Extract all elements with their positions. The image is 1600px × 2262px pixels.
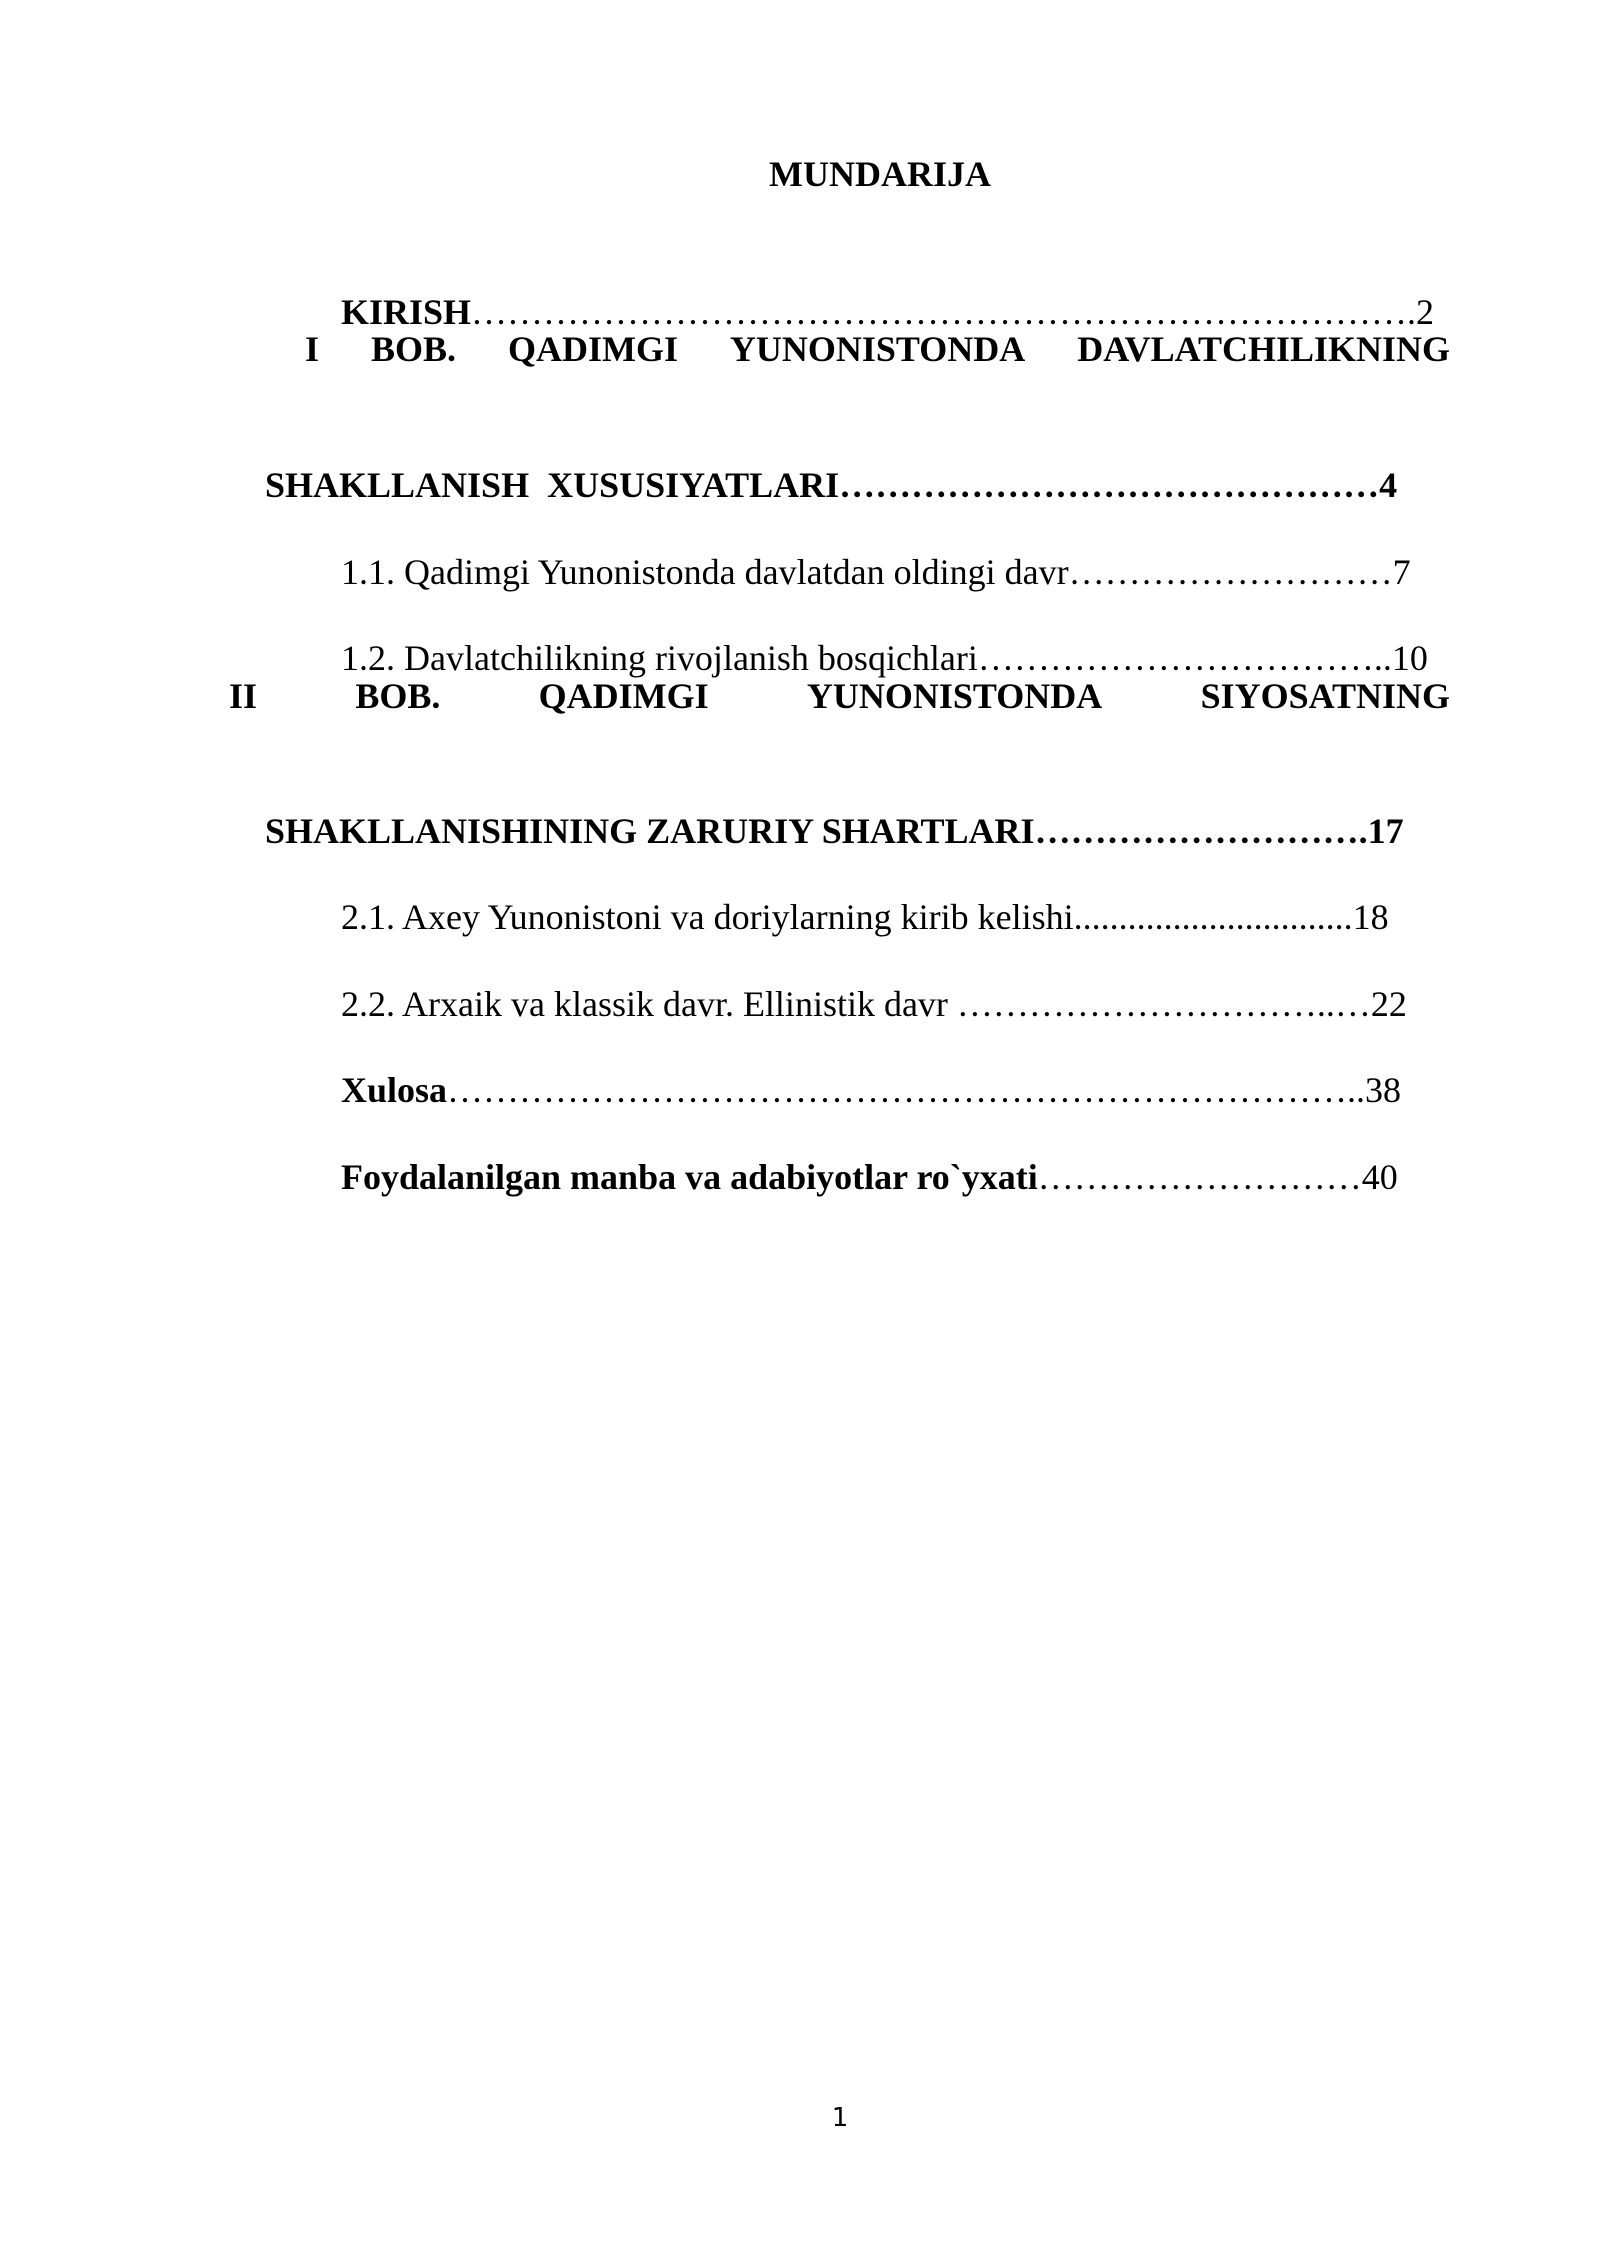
toc-page-number: 17 (1367, 811, 1404, 851)
toc-leader-dots: …………………………..… (956, 984, 1371, 1024)
toc-leader-dots: ……………………… (1068, 552, 1393, 592)
toc-word: DAVLATCHILIKNING (1077, 329, 1450, 369)
toc-entry-label: KIRISH (341, 292, 472, 332)
toc-entry-label: 2.2. Arxaik va klassik davr. Ellinistik davr (341, 984, 957, 1024)
toc-page-number: 7 (1392, 552, 1411, 592)
toc-page-number: 4 (1379, 465, 1398, 505)
toc-page-number: 18 (1352, 897, 1389, 937)
toc-leader-dots: ……………………………………… (839, 465, 1380, 505)
toc-word: QADIMGI (538, 676, 709, 716)
page-number-footer: 1 (831, 2103, 849, 2133)
toc-entry-label: Foydalanilgan manba va adabiyotlar ro`yxati (341, 1157, 1038, 1197)
toc-word: QADIMGI (507, 329, 678, 369)
toc-word: BOB. (370, 329, 456, 369)
toc-leader-dots: ………………………. (1034, 811, 1368, 851)
toc-chapter1-heading-line1[interactable] (305, 325, 1450, 373)
toc-leader-dots: …………………………….. (977, 638, 1392, 678)
toc-leader-dots: ……………………… (1037, 1157, 1362, 1197)
toc-word: YUNONISTONDA (806, 676, 1103, 716)
page-title: MUNDARIJA (769, 154, 991, 194)
toc-word: II (229, 676, 258, 716)
toc-entry-label: Xulosa (341, 1070, 448, 1110)
toc-leader-dots: ………………………………………………………………….. (447, 1070, 1366, 1110)
toc-entry-references[interactable] (305, 1105, 1398, 1249)
toc-word: BOB. (355, 676, 441, 716)
toc-chapter2-heading-line1[interactable] (229, 672, 1450, 720)
toc-entry-label: 1.1. Qadimgi Yunonistonda davlatdan oldingi davr (341, 552, 1069, 592)
toc-entry-label: SHAKLLANISHINING ZARURIY SHARTLARI (265, 811, 1035, 851)
toc-word: SIYOSATNING (1200, 676, 1450, 716)
toc-page-number: 40 (1361, 1157, 1398, 1197)
toc-leader-dots: ............................... (1073, 897, 1353, 937)
toc-entry-label: 2.1. Axey Yunonistoni va doriylarning kirib kelishi (341, 897, 1074, 937)
toc-page-number: 38 (1365, 1070, 1402, 1110)
toc-word: I (305, 329, 320, 369)
toc-entry-label: SHAKLLANISH XUSUSIYATLARI (265, 465, 840, 505)
toc-page-number: 22 (1370, 984, 1407, 1024)
toc-entry-label: 1.2. Davlatchilikning rivojlanish bosqichlari (341, 638, 978, 678)
toc-page-number: 2 (1416, 292, 1435, 332)
toc-leader-dots: ……………………………………………………………………. (471, 292, 1417, 332)
toc-page-number: 10 (1391, 638, 1428, 678)
toc-word: YUNONISTONDA (729, 329, 1026, 369)
